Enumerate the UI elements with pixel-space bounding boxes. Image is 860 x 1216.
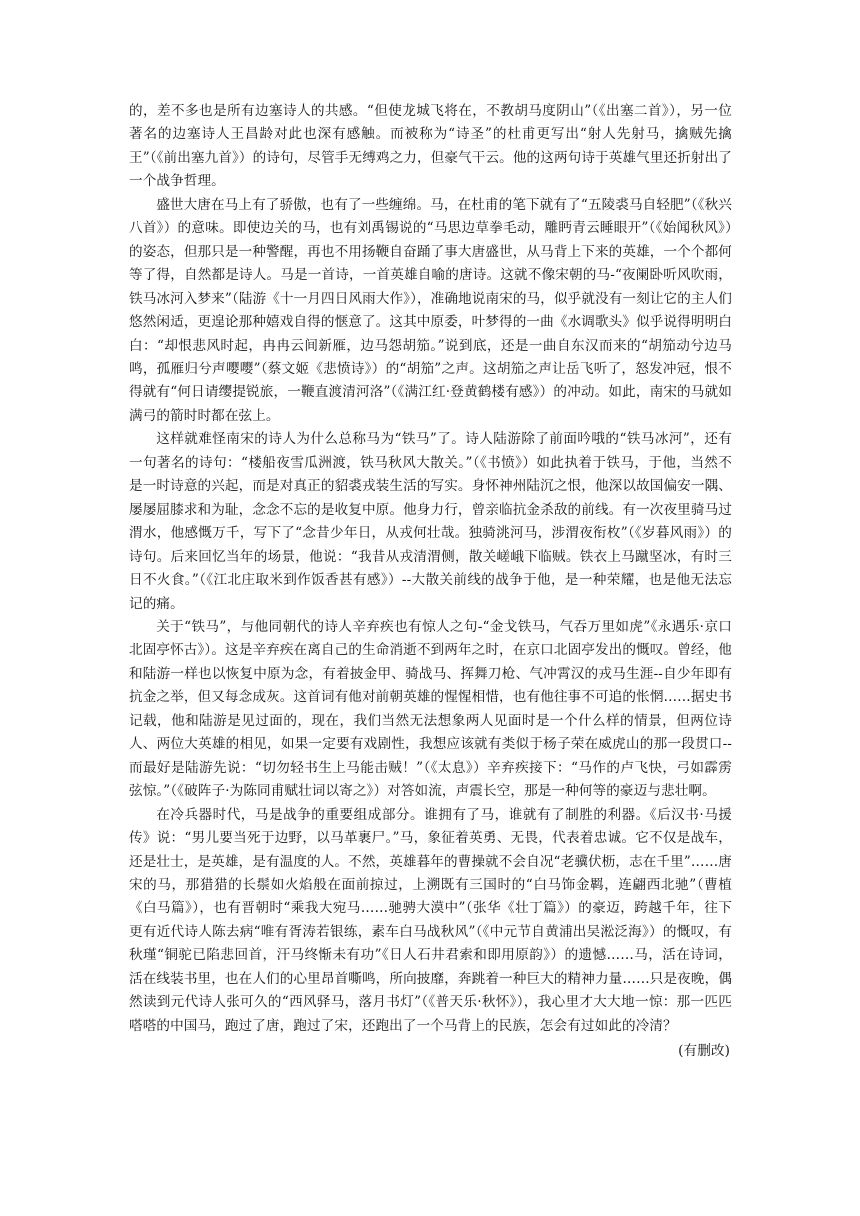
article-paragraph: 这样就难怪南宋的诗人为什么总称马为“铁马”了。诗人陆游除了前面吟哦的“铁马冰河”，还有一句著名的诗句：“楼船夜雪瓜洲渡，铁马秋风大散关。”（《书愤》）如此执着于铁马，于他，当然不是一时诗意的兴起，而是对真正的貂裘戎装生活的写实。身怀神州陆沉之恨，他深以故国偏安一隅、屡屡屈膝求和为耻，念念不忘的是收复中原。他身力行，曾亲临抗金杀敌的前线。有一次夜里骑马过渭水，他感慨万千，写下了“念昔少年日，从戎何壮哉。独骑洮河马，涉渭夜衔枚”（《岁暮风雨》）的诗句。后来回忆当年的场景，他说：“我昔从戎清渭侧，散关嵯峨下临贼。铁衣上马蹴坚冰，有时三日不火食。”（《江北庄取米到作饭香甚有感》）--大散关前线的战争于他，是一种荣耀，也是他无法忘记的痛。 xyxy=(129,431,732,612)
article-paragraph: 盛世大唐在马上有了骄傲，也有了一些缠绵。马，在杜甫的笔下就有了“五陵裘马自轻肥”（《秋兴八首》）的意味。即使边关的马，也有刘禹锡说的“马思边草拳毛动，雕眄青云睡眼开”（《始闻秋风》）的姿态，但那只是一种警醒，再也不用扬鞭自奋踊了事大唐盛世，从马背上下来的英雄，一个个都何等了得，自然都是诗人。马是一首诗，一首英雄自喻的唐诗。这就不像宋朝的马-“夜阑卧听风吹雨，铁马冰河入梦来”（陆游《十一月四日风雨大作》），准确地说南宋的马，似乎就没有一刻让它的主人们悠然闲适，更遑论那种嬉戏自得的惬意了。这其中原委，叶梦得的一曲《水调歌头》似乎说得明明白白：“却恨悲风时起，冉冉云间新雁，边马怨胡笳。”说到底，还是一曲自东汉而来的“胡笳动兮边马鸣，孤雁归兮声嘤嘤”（蔡文姬《悲愤诗》）的“胡笳”之声。这胡笳之声让岳飞听了，怒发冲冠，恨不得就有“何日请缨提锐旅，一鞭直渡清河洛”（《满江红·登黄鹤楼有感》）的冲动。如此，南宋的马就如满弓的箭时时都在弦上。 xyxy=(129,196,732,424)
article-paragraph: 的，差不多也是所有边塞诗人的共感。“但使龙城飞将在，不教胡马度阴山”（《出塞二首》），另一位著名的边塞诗人王昌龄对此也深有感触。而被称为“诗圣”的杜甫更写出“射人先射马，擒贼先擒王”（《前出塞九首》）的诗句，尽管手无缚鸡之力，但豪气干云。他的这两句诗于英雄气里还折射出了一个战争哲理。 xyxy=(129,103,732,190)
source-note: (有删改) xyxy=(678,1043,730,1060)
article-paragraph: 关于“铁马”，与他同朝代的诗人辛弃疾也有惊人之句-“金戈铁马，气吞万里如虎”《永遇乐·京口北固亭怀古》）。这是辛弃疾在离自己的生命消逝不到两年之时，在京口北固亭发出的慨叹。曾经，他和陆游一样也以恢复中原为念，有着披金甲、骑战马、挥舞刀枪、气冲霄汉的戎马生涯--自少年即有抗金之举，但又每念成灰。这首词有他对前朝英雄的惺惺相惜，也有他往事不可追的怅惘……据史书记载，他和陆游是见过面的，现在，我们当然无法想象两人见面时是一个什么样的情景，但两位诗人、两位大英雄的相见，如果一定要有戏剧性，我想应该就有类似于杨子荣在威虎山的那一段贯口--而最好是陆游先说：“切勿轻书生上马能击贼！”（《太息》）辛弃疾接下：“马作的卢飞快，弓如霹雳弦惊。”（《破阵子·为陈同甫赋壮词以寄之》）对答如流，声震长空，那是一种何等的豪迈与悲壮啊。 xyxy=(129,618,732,800)
article-page xyxy=(129,100,732,1064)
article-paragraph: 在冷兵器时代，马是战争的重要组成部分。谁拥有了马，谁就有了制胜的利器。《后汉书·马援传》说：“男儿要当死于边野，以马革裹尸。”马，象征着英勇、无畏，代表着忠诚。它不仅是战车，还是壮士，是英雄，是有温度的人。不然，英雄暮年的曹操就不会自况“老骥伏枥，志在千里”……唐宋的马，那猎猎的长鬃如火焰般在面前掠过，上溯既有三国时的“白马饰金羁，连翩西北驰”（曹植《白马篇》），也有晋朝时“乘我大宛马……驰骋大漠中”（张华《壮丁篇》）的豪迈，跨越千年，往下更有近代诗人陈去病“唯有胥涛若银练，素车白马战秋风”（《中元节自黄浦出吴淞泛海》）的慨叹，有秋瑾“铜驼已陷悲回首，汗马终惭未有功”《日人石井君索和即用原韵》）的遗憾……马，活在诗词，活在线装书里，也在人们的心里昂首嘶鸣，所向披靡，奔跳着一种巨大的精神力量……只是夜晚，偶然读到元代诗人张可久的“西风驿马，落月书灯”（《普天乐·秋怀》），我心里才大大地一惊：那一匹匹嗒嗒的中国马，跑过了唐，跑过了宋，还跑出了一个马背上的民族，怎会有过如此的冷清？ xyxy=(129,806,732,1034)
